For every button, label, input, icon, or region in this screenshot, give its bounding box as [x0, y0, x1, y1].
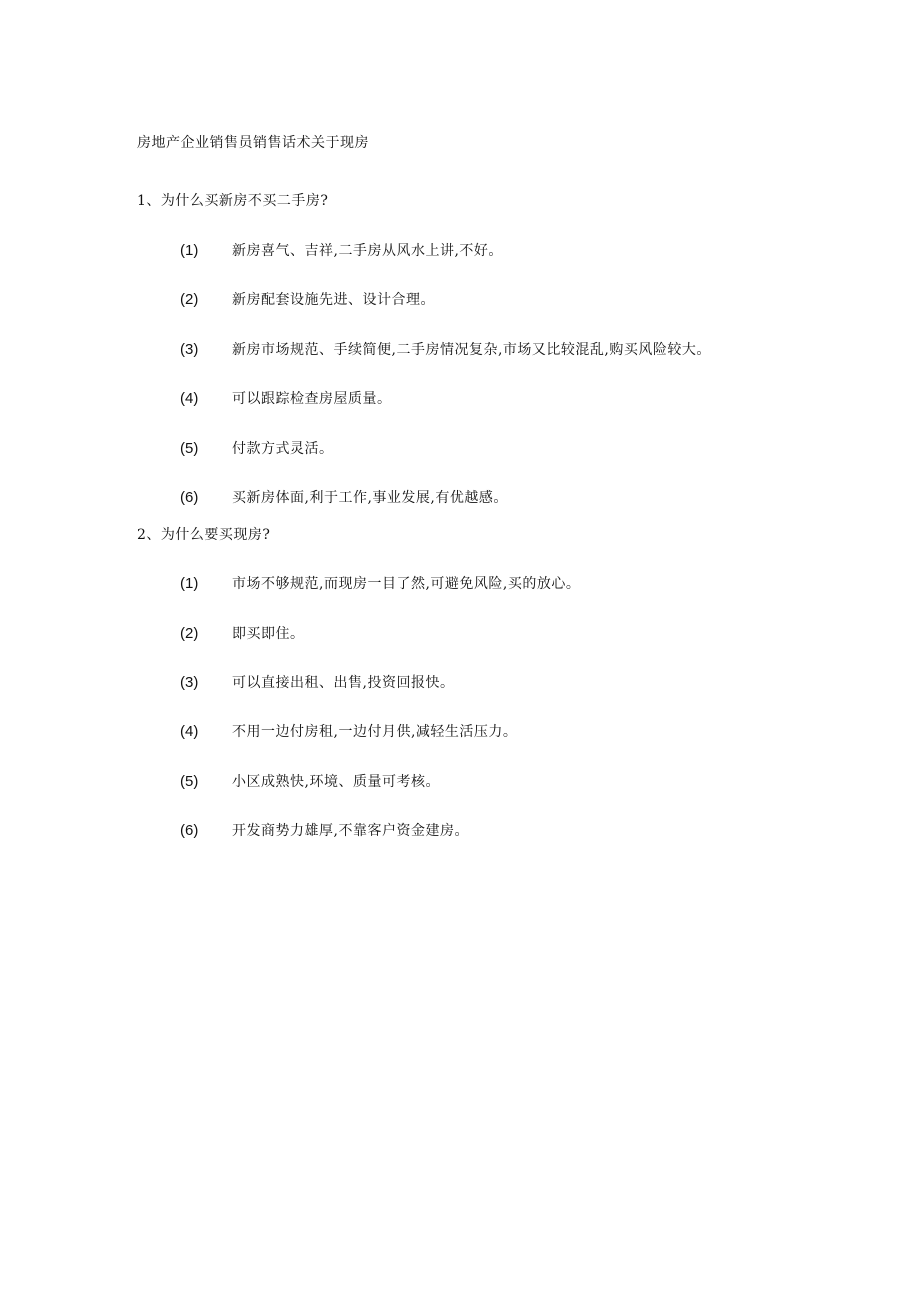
item-text: 可以跟踪检查房屋质量。 [232, 391, 392, 407]
item-number: (4) [180, 390, 199, 407]
item-text: 即买即住。 [232, 626, 305, 642]
item-number: (3) [180, 341, 199, 358]
item-text: 新房配套设施先进、设计合理。 [232, 292, 435, 308]
item-text: 市场不够规范,而现房一目了然,可避免风险,买的放心。 [232, 576, 581, 592]
item-text: 新房市场规范、手续简便,二手房情况复杂,市场又比较混乱,购买风险较大。 [232, 342, 711, 358]
item-number: (2) [180, 625, 199, 642]
item-number: (2) [180, 291, 199, 308]
item-number: (1) [180, 575, 199, 592]
item-number: (1) [180, 242, 199, 259]
item-text: 买新房体面,利于工作,事业发展,有优越感。 [232, 490, 508, 506]
item-number: (4) [180, 723, 199, 740]
item-text: 不用一边付房租,一边付月供,减轻生活压力。 [232, 724, 518, 740]
item-number: (6) [180, 822, 199, 839]
item-number: (6) [180, 489, 199, 506]
item-number: (5) [180, 440, 199, 457]
item-text: 新房喜气、吉祥,二手房从风水上讲,不好。 [232, 243, 503, 259]
item-text: 付款方式灵活。 [232, 441, 334, 457]
item-number: (3) [180, 674, 199, 691]
item-text: 可以直接出租、出售,投资回报快。 [232, 675, 455, 691]
item-number: (5) [180, 773, 199, 790]
section-heading-2: 2、为什么要买现房? [137, 527, 271, 543]
item-text: 开发商势力雄厚,不靠客户资金建房。 [232, 823, 469, 839]
item-text: 小区成熟快,环境、质量可考核。 [232, 774, 440, 790]
document-title: 房地产企业销售员销售话术关于现房 [137, 135, 369, 151]
section-heading-1: 1、为什么买新房不买二手房? [137, 193, 329, 209]
